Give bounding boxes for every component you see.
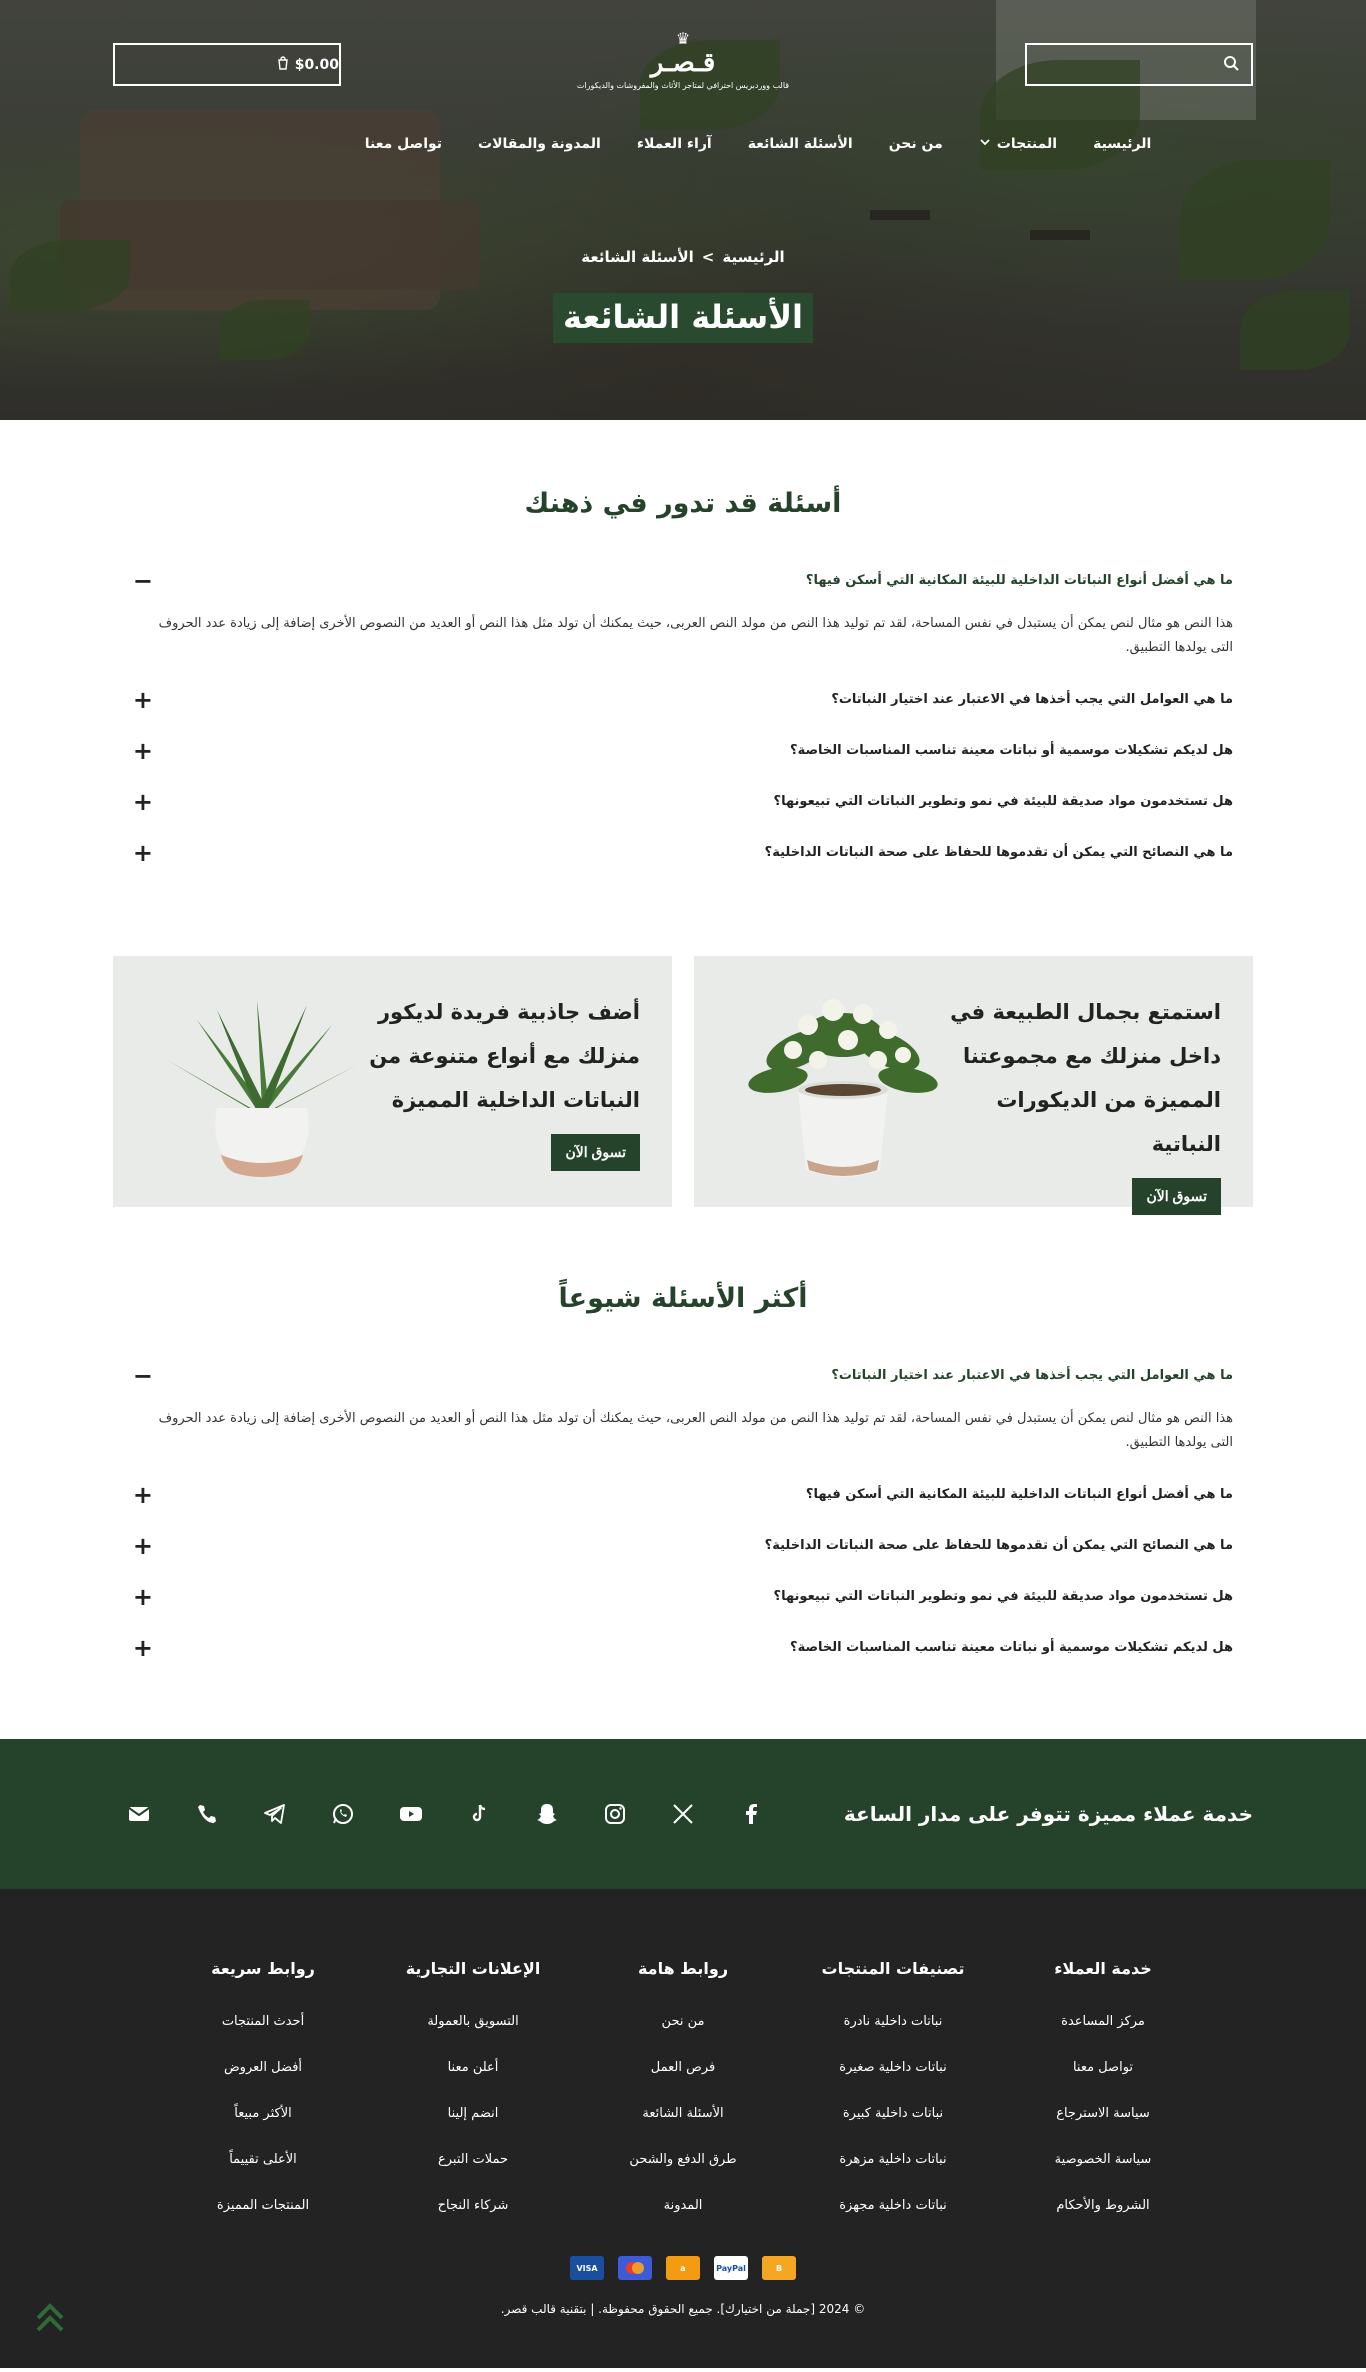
nav-label: المنتجات <box>996 136 1058 152</box>
site-logo[interactable] <box>577 31 789 90</box>
plus-icon[interactable]: + <box>132 1633 153 1662</box>
logo-tagline: قالب ووردبريس احترافي لمتاجر الأثاث والمفروشات والديكورات <box>576 81 790 90</box>
social-band <box>0 1739 1366 1889</box>
mastercard-icon <box>618 2256 652 2280</box>
faq-item <box>133 725 1233 776</box>
whatsapp-icon[interactable] <box>331 1802 355 1826</box>
faq-question-text: ما هي أفضل أنواع النباتات الداخلية للبيئة المكانية التي أسكن فيها؟ <box>805 573 1233 588</box>
bitcoin-icon: B <box>762 2256 796 2280</box>
payment-methods <box>113 2256 1253 2280</box>
main-nav <box>113 136 1253 152</box>
footer-col-title: روابط سريعة <box>211 1959 315 1978</box>
plus-icon[interactable]: + <box>132 838 153 867</box>
footer-col-ads <box>373 1959 573 2242</box>
footer-col-important-links <box>583 1959 783 2242</box>
breadcrumb-home[interactable]: الرئيسية <box>722 248 785 266</box>
footer-col-customer-service <box>1003 1959 1203 2242</box>
facebook-icon[interactable] <box>739 1802 763 1826</box>
footer-link[interactable]: نباتات داخلية نادرة <box>843 2014 943 2029</box>
social-band-title: خدمة عملاء مميزة تتوفر على مدار الساعة <box>843 1802 1253 1826</box>
copyright: © 2024 [جملة من اختيارك]. جميع الحقوق محفوظة. | بتقنية قالب قصر. <box>500 2302 866 2316</box>
crown-icon: ♛ <box>675 29 691 48</box>
minus-icon[interactable]: − <box>132 566 153 595</box>
faq-question-text: ما هي أفضل أنواع النباتات الداخلية للبيئة المكانية التي أسكن فيها؟ <box>805 1487 1233 1502</box>
breadcrumb-current: الأسئلة الشائعة <box>581 248 694 266</box>
footer-col-quick-links <box>163 1959 363 2242</box>
footer-link[interactable]: الأسئلة الشائعة <box>642 2106 724 2121</box>
paypal-icon: PayPal <box>714 2256 748 2280</box>
nav-faq[interactable] <box>748 136 853 152</box>
promo-text: أضف جاذبية فريدة لديكور منزلك مع أنواع متنوعة من النباتات الداخلية المميزة <box>369 1000 640 1112</box>
visa-icon: VISA <box>570 2256 604 2280</box>
footer-link[interactable]: سياسة الاسترجاع <box>1056 2106 1150 2121</box>
plus-icon[interactable]: + <box>132 1480 153 1509</box>
faq-question-text: هل تستخدمون مواد صديقة للبيئة في نمو وتطوير النباتات التي تبيعونها؟ <box>773 794 1233 809</box>
faq-item <box>133 827 1233 878</box>
faq-question[interactable] <box>133 827 1233 878</box>
tiktok-icon[interactable] <box>467 1802 491 1826</box>
faq-item <box>133 674 1233 725</box>
faq-answer: هذا النص هو مثال لنص يمكن أن يستبدل في نفس المساحة، لقد تم توليد هذا النص من مولد النص العربى، حيث يمكنك أن تولد مثل هذا النص أو العديد من النصوص الأخرى إضافة إلى زيادة عدد الحروف التى يولدها التطبيق. <box>158 616 1233 655</box>
plus-icon[interactable]: + <box>132 685 153 714</box>
aloe-plant-image <box>157 980 367 1190</box>
footer-link[interactable]: مركز المساعدة <box>1061 2014 1145 2029</box>
faq-item <box>133 1520 1233 1571</box>
faq-question[interactable] <box>133 776 1233 827</box>
shop-now-button[interactable]: تسوق الآن <box>1132 1178 1221 1215</box>
faq-question[interactable] <box>133 1520 1233 1571</box>
snapchat-icon[interactable] <box>535 1802 559 1826</box>
footer-link[interactable]: من نحن <box>661 2014 705 2029</box>
youtube-icon[interactable] <box>399 1802 423 1826</box>
faq-question-text: ما هي العوامل التي يجب أخذها في الاعتبار عند اختيار النباتات؟ <box>831 1368 1233 1383</box>
faq-section-title: أكثر الأسئلة شيوعاً <box>558 1283 808 1314</box>
faq-question[interactable] <box>133 674 1233 725</box>
breadcrumb-separator: > <box>701 248 715 266</box>
page-title: الأسئلة الشائعة <box>553 293 813 343</box>
footer <box>0 1889 1366 2368</box>
faq-question-text: ما هي النصائح التي يمكن أن تقدموها للحفاظ على صحة النباتات الداخلية؟ <box>764 1538 1233 1553</box>
scroll-to-top-icon[interactable] <box>30 2298 70 2338</box>
flower-plant-image <box>738 980 948 1190</box>
footer-link[interactable]: طرق الدفع والشحن <box>629 2152 737 2167</box>
footer-col-title: تصنيفات المنتجات <box>821 1959 965 1978</box>
faq-section-title: أسئلة قد تدور في ذهنك <box>524 488 842 519</box>
promo-card-aloe <box>113 956 672 1207</box>
faq-question-text: هل لديكم تشكيلات موسمية أو نباتات معينة تناسب المناسبات الخاصة؟ <box>790 743 1233 758</box>
footer-link[interactable]: تواصل معنا <box>1072 2060 1134 2075</box>
footer-link[interactable]: شركاء النجاح <box>437 2198 509 2213</box>
faq-question[interactable] <box>133 1350 1233 1401</box>
footer-col-title: خدمة العملاء <box>1054 1959 1152 1978</box>
faq-section-1 <box>113 420 1253 1207</box>
plus-icon[interactable]: + <box>132 787 153 816</box>
logo-name: قـصـر <box>650 48 716 78</box>
cart-button[interactable] <box>113 43 341 86</box>
phone-icon[interactable] <box>195 1802 219 1826</box>
nav-label: الأسئلة الشائعة <box>747 136 853 152</box>
promo-text: استمتع بجمال الطبيعة في داخل منزلك مع مجموعتنا المميزة من الديكورات النباتية <box>950 1000 1221 1156</box>
shop-now-button[interactable]: تسوق الآن <box>551 1134 640 1171</box>
footer-link[interactable]: حملات التبرع <box>437 2152 509 2167</box>
breadcrumb <box>113 248 1253 266</box>
faq-item <box>133 555 1233 674</box>
footer-link[interactable]: التسويق بالعمولة <box>427 2014 519 2029</box>
cart-icon <box>277 56 289 74</box>
faq-question-text: ما هي النصائح التي يمكن أن تقدموها للحفاظ على صحة النباتات الداخلية؟ <box>764 845 1233 860</box>
nav-label: الرئيسية <box>1093 136 1152 152</box>
hero-banner <box>0 0 1366 420</box>
social-links <box>113 1802 763 1826</box>
search-input[interactable] <box>1025 43 1253 86</box>
faq-item <box>133 1571 1233 1622</box>
nav-blog[interactable] <box>478 136 601 152</box>
amazon-pay-icon: a <box>666 2256 700 2280</box>
footer-link[interactable]: انضم إلينا <box>447 2106 499 2121</box>
faq-question-text: هل لديكم تشكيلات موسمية أو نباتات معينة تناسب المناسبات الخاصة؟ <box>790 1640 1233 1655</box>
footer-link[interactable]: سياسة الخصوصية <box>1054 2152 1152 2167</box>
instagram-icon[interactable] <box>603 1802 627 1826</box>
footer-col-categories <box>793 1959 993 2242</box>
footer-link[interactable]: أعلن معنا <box>447 2060 499 2075</box>
footer-link[interactable]: فرص العمل <box>650 2060 716 2075</box>
footer-link[interactable]: أحدث المنتجات <box>221 2014 305 2029</box>
faq-item <box>133 1469 1233 1520</box>
faq-section-2 <box>113 1207 1253 1723</box>
search-icon[interactable] <box>1223 55 1239 75</box>
footer-link[interactable]: نباتات داخلية مجهزة <box>839 2198 947 2213</box>
footer-link[interactable]: الأعلى تقييماً <box>229 2152 297 2167</box>
faq-answer: هذا النص هو مثال لنص يمكن أن يستبدل في نفس المساحة، لقد تم توليد هذا النص من مولد النص العربى، حيث يمكنك أن تولد مثل هذا النص أو العديد من النصوص الأخرى إضافة إلى زيادة عدد الحروف التى يولدها التطبيق. <box>158 1411 1233 1450</box>
cart-amount: $0.00 <box>294 56 339 73</box>
faq-item <box>133 1350 1233 1469</box>
footer-col-title: الإعلانات التجارية <box>405 1959 541 1978</box>
nav-home[interactable] <box>1093 136 1151 152</box>
nav-about[interactable] <box>889 136 943 152</box>
promo-card-flowers <box>694 956 1253 1207</box>
hero-bg-leaf <box>10 240 130 310</box>
footer-col-title: روابط هامة <box>637 1959 729 1978</box>
faq-question[interactable] <box>133 1622 1233 1673</box>
faq-question[interactable] <box>133 555 1233 606</box>
footer-link[interactable]: الشروط والأحكام <box>1056 2198 1150 2213</box>
footer-link[interactable]: المدونة <box>663 2198 703 2213</box>
faq-item <box>133 776 1233 827</box>
footer-link[interactable]: الأكثر مبيعاً <box>234 2106 292 2121</box>
email-icon[interactable] <box>127 1802 151 1826</box>
faq-question-text: ما هي العوامل التي يجب أخذها في الاعتبار عند اختيار النباتات؟ <box>831 692 1233 707</box>
telegram-icon[interactable] <box>263 1802 287 1826</box>
mastercard-label <box>628 2264 642 2273</box>
plus-icon[interactable]: + <box>132 736 153 765</box>
nav-label: تواصل معنا <box>364 136 443 152</box>
faq-question[interactable] <box>133 1571 1233 1622</box>
x-twitter-icon[interactable] <box>671 1802 695 1826</box>
plus-icon[interactable]: + <box>132 1531 153 1560</box>
nav-label: المدونة والمقالات <box>478 136 601 152</box>
faq-question-text: هل تستخدمون مواد صديقة للبيئة في نمو وتطوير النباتات التي تبيعونها؟ <box>773 1589 1233 1604</box>
faq-item <box>133 1622 1233 1673</box>
chevron-down-icon <box>979 136 991 152</box>
faq-question[interactable] <box>133 1469 1233 1520</box>
footer-link[interactable]: نباتات داخلية كبيرة <box>842 2106 944 2121</box>
nav-contact[interactable] <box>365 136 442 152</box>
footer-link[interactable]: نباتات داخلية مزهرة <box>839 2152 947 2167</box>
nav-testimonials[interactable] <box>637 136 712 152</box>
footer-link[interactable]: المنتجات المميزة <box>216 2198 310 2213</box>
nav-label: آراء العملاء <box>636 136 712 152</box>
plus-icon[interactable]: + <box>132 1582 153 1611</box>
faq-question[interactable] <box>133 725 1233 776</box>
nav-products[interactable] <box>979 136 1057 152</box>
hero-bg-leaf <box>1240 290 1350 370</box>
minus-icon[interactable]: − <box>132 1361 153 1390</box>
footer-link[interactable]: أفضل العروض <box>223 2060 303 2075</box>
footer-link[interactable]: نباتات داخلية صغيرة <box>839 2060 947 2075</box>
nav-label: من نحن <box>888 136 943 152</box>
